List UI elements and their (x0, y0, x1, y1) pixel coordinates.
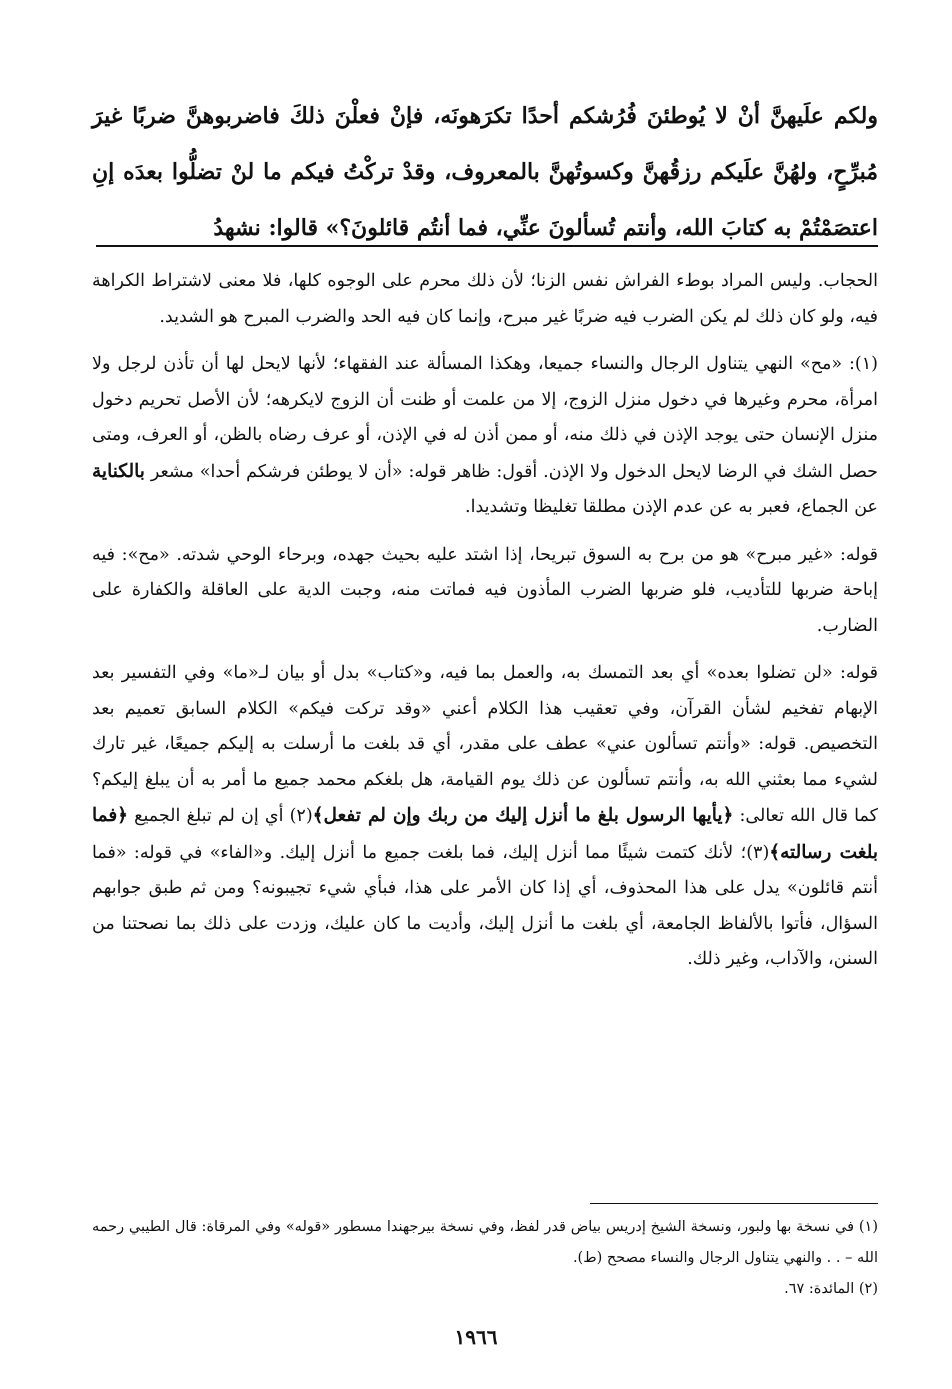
main-divider (96, 245, 878, 247)
paragraph-4-text-a: قوله: «لن تضلوا بعده» أي بعد التمسك به، والعمل بما فيه، و«كتاب» بدل أو بيان لـ«ما» وفي التفسير بعد الإبهام تفخيم لشأن القرآن، وفي تعقيب هذا الكلام أعني «وقد تركت فيكم» الكلام السابق تعميم بعد التخصيص. قوله: «وأنتم تسألون عني» عطف على مقدر، أي قد بلغت ما أرسلت به إليكم جميعًا، غير تارك لشيء مما بعثني الله به، وأنتم تسألون عن ذلك يوم القيامة، هل بلغكم محمد جميع ما أمر به أن يبلغ إليكم؟ كما قال الله تعالى: (92, 663, 878, 826)
footnote-ref-3: (٣) (746, 842, 770, 863)
paragraph-2-bold-term: بالكناية (92, 460, 145, 482)
hadith-text: ولكم علَيهنَّ أنْ لا يُوطئنَ فُرُشكم أحدًا تكرَهونَه، فإنْ فعلْنَ ذلكَ فاضربوهنَّ ضربًا غيرَ مُبرِّحٍ، ولهُنَّ علَيكم رزقُهنَّ وكسوتُهنَّ بالمعروف، وقدْ تركْتُ فيكم ما لنْ تضلُّوا بعدَه إنِ اعتصَمْتُمْ به كتابَ الله، وأنتم تُسألونَ عنِّي، فما أنتُم قائلونَ؟» قالوا: نشهدُ (92, 103, 878, 241)
quran-verse-2: ﴿فما بلغت رسالته﴾ (92, 805, 878, 863)
page-number: ١٩٦٦ (454, 1325, 498, 1349)
footnote-divider (590, 1203, 878, 1204)
commentary-paragraph-3: قوله: «غير مبرح» هو من برح به السوق تبريحا، إذا اشتد عليه بحيث جهده، وبرحاء الوحي شدته. «مح»: فيه إباحة ضربها للتأديب، فلو ضربها الضرب المأذون فيه فماتت منه، وجبت الدية على العاقلة والكفارة على الضارب. (92, 544, 878, 636)
footnotes-block (92, 1212, 878, 1305)
commentary-paragraph-4 (92, 656, 878, 978)
hadith-text-block (92, 88, 878, 256)
paragraph-4-text-b: أي إن لم تبلغ الجميع (134, 806, 284, 826)
paragraph-2-text-b: عن الجماع، فعبر به عن عدم الإذن مطلقا تغليظا وتشديدا. (465, 497, 878, 517)
paragraph-4-text-c: ؛ لأنك كتمت شيئًا مما أنزل إليك، فما بلغت جميع ما أنزل إليك. و«الفاء» في قوله: «فما أنتم قائلون» يدل على هذا المحذوف، أي إذا كان الأمر على هذا، فبأي شيء تجيبونه؟ ومن ثم طبق جوابهم السؤال، فأتوا بالألفاظ الجامعة، أي بلغت ما أنزل إليك، وأديت ما كان عليك، وزدت على ذلك بما نصحتنا من السنن، والآداب، وغير ذلك. (92, 842, 878, 969)
commentary-block (92, 264, 878, 990)
footnote-2: (٢) المائدة: ٦٧. (784, 1281, 878, 1297)
commentary-paragraph-2 (92, 347, 878, 526)
footnote-1: (١) في نسخة بها ولبور، ونسخة الشيخ إدريس بياض قدر لفظ، وفي نسخة بيرجهندا مسطور «قوله» وفي المرقاة: قال الطيبي رحمه الله – . . والنهي يتناول الرجال والنساء مصحح (ط). (92, 1219, 878, 1266)
quran-verse-1: ﴿يأيها الرسول بلغ ما أنزل إليك من ربك وإن لم تفعل﴾ (312, 805, 734, 826)
commentary-paragraph-1: الحجاب. وليس المراد بوطء الفراش نفس الزنا؛ لأن ذلك محرم على الوجوه كلها، فلا معنى لاشتراط الكراهة فيه، ولو كان ذلك لم يكن الضرب فيه ضربًا غير مبرح، وإنما كان فيه الحد والضرب المبرح هو الشديد. (92, 271, 878, 327)
footnote-ref-2: (٢) (289, 806, 313, 826)
paragraph-2-text-a: (١): «مح» النهي يتناول الرجال والنساء جميعا، وهكذا المسألة عند الفقهاء؛ لأنها لايحل لها أن تأذن لرجل ولا امرأة، محرم وغيرها في دخول منزل الزوج، إلا من علمت أو ظنت أن الزوج لايكرهه؛ لأن الأصل تحريم دخول منزل الإنسان حتى يوجد الإذن في ذلك منه، أو ممن أذن له في الإذن، أو عرف رضاه بالظن، أو العرف، ومتى حصل الشك في الرضا لايحل الدخول ولا الإذن. أقول: ظاهر قوله: «أن لا يوطئن فرشكم أحدا» مشعر (92, 354, 878, 482)
